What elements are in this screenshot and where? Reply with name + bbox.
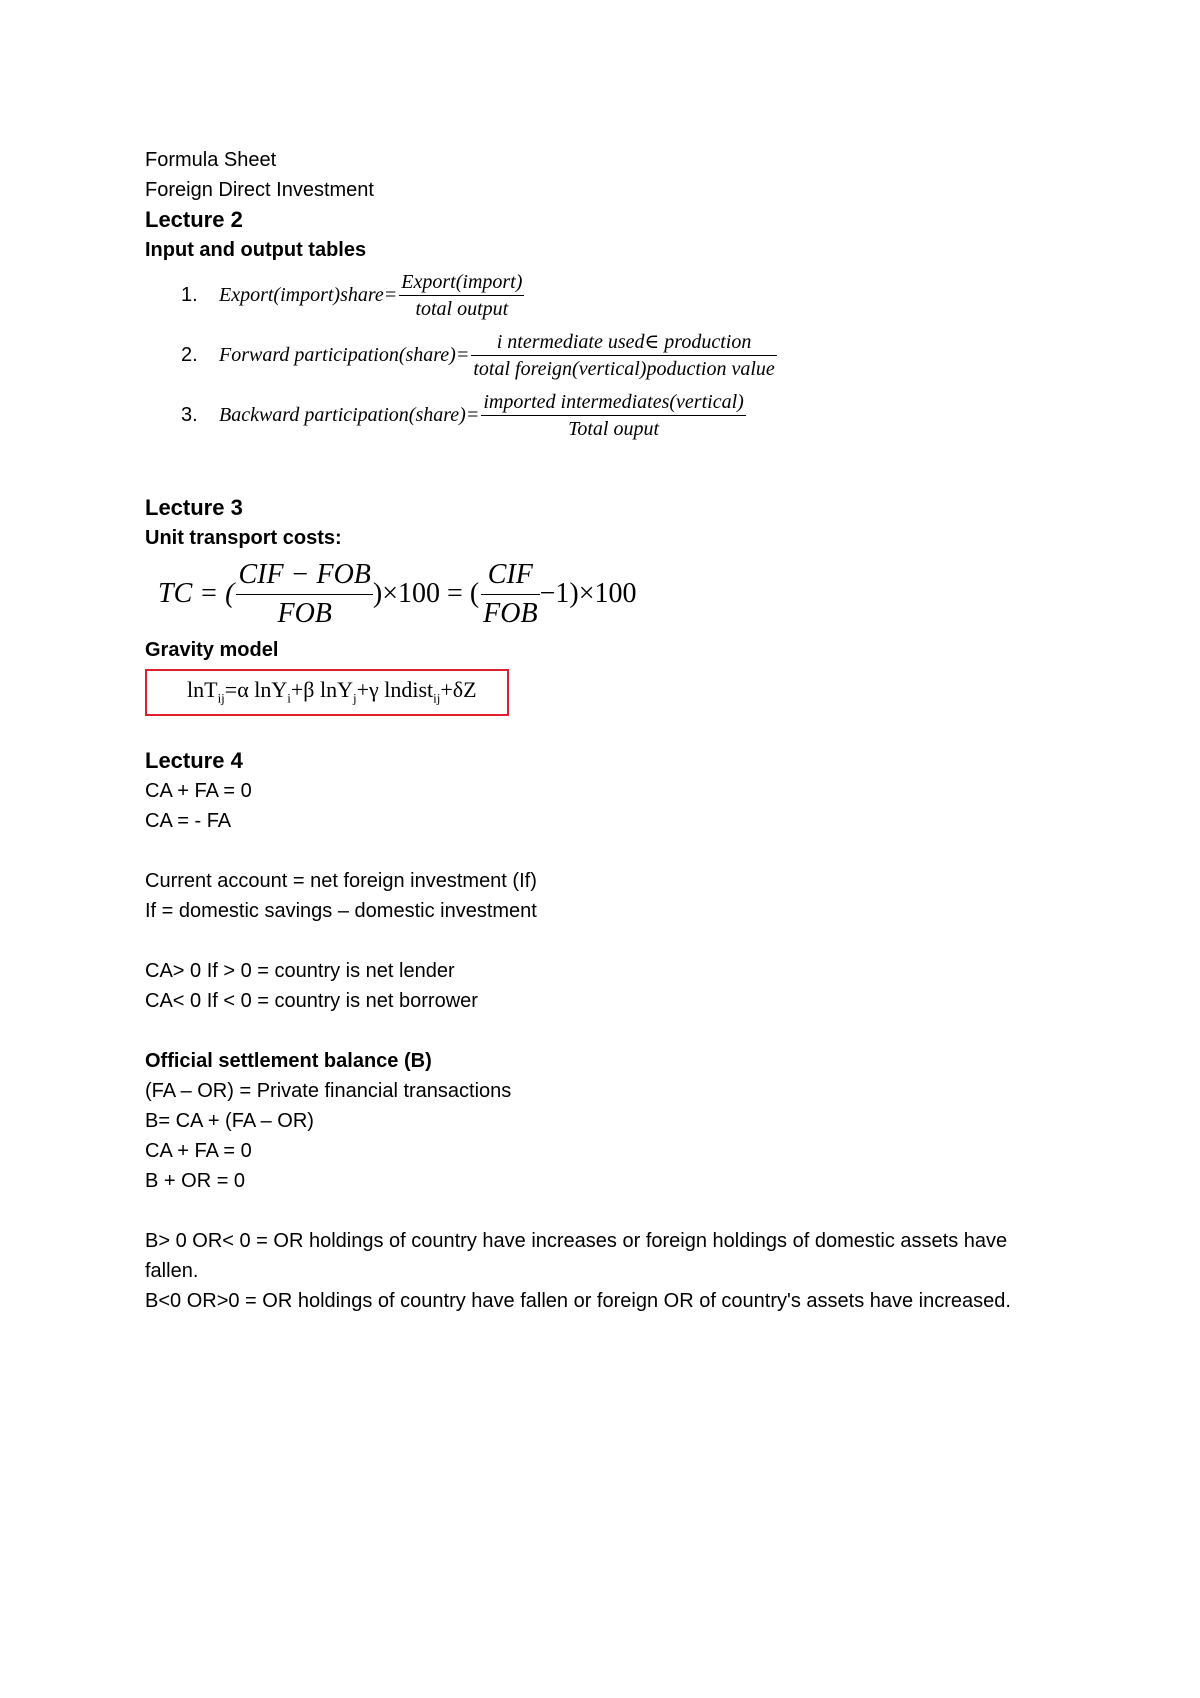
text-line: B= CA + (FA – OR) — [145, 1110, 314, 1133]
lecture-3-heading: Lecture 3 — [145, 495, 243, 520]
tc-tail: −1)×100 — [539, 578, 637, 609]
gravity-term: =α lnY — [224, 677, 288, 702]
formula-number: 1. — [181, 283, 198, 306]
formula-backward-participation — [145, 385, 1065, 445]
gravity-model-formula-box — [145, 669, 509, 716]
io-tables-heading: Input and output tables — [145, 239, 367, 261]
tc-middle: )×100 = ( — [372, 578, 480, 609]
formula-lhs: Backward participation(share)= — [219, 403, 480, 426]
lecture-4-heading: Lecture 4 — [145, 748, 243, 774]
gravity-term: +δZ — [440, 677, 477, 702]
text-line: CA = - FA — [145, 810, 232, 833]
fraction-denominator: total foreign(vertical)poduction value — [473, 357, 775, 380]
text-line: CA> 0 If > 0 = country is net lender — [145, 960, 455, 983]
transport-cost-formula — [158, 553, 1065, 635]
text-paragraph: B<0 OR>0 = OR holdings of country have fallen or foreign OR of country's assets have increased. — [145, 1290, 1011, 1313]
fraction-denominator: total output — [415, 297, 509, 320]
formula-number: 3. — [181, 403, 198, 426]
tc-lhs: TC = ( — [158, 578, 235, 609]
formula-number: 2. — [181, 343, 198, 366]
text-line: CA + FA = 0 — [145, 1140, 252, 1163]
formula-lhs: Forward participation(share)= — [219, 343, 470, 366]
fraction-numerator: CIF − FOB — [238, 558, 371, 590]
text-line: CA + FA = 0 — [145, 780, 252, 803]
transport-costs-label: Unit transport costs: — [145, 527, 342, 549]
formula-fraction — [481, 389, 746, 442]
fraction-numerator: CIF — [487, 558, 533, 590]
fraction-denominator: Total ouput — [568, 417, 660, 440]
text-line: Current account = net foreign investment (If) — [145, 870, 537, 893]
fraction-numerator: imported intermediates(vertical) — [483, 390, 744, 413]
doc-title: Formula Sheet — [145, 149, 277, 171]
tc-fraction-2 — [481, 556, 539, 633]
gravity-subscript: j — [352, 690, 357, 706]
doc-subtitle: Foreign Direct Investment — [145, 179, 374, 201]
text-paragraph: B> 0 OR< 0 = OR holdings of country have increases or foreign holdings of domestic assets have fallen. — [145, 1230, 1008, 1283]
formula-forward-participation — [145, 325, 1065, 385]
formula-fraction — [399, 269, 524, 322]
text-line: (FA – OR) = Private financial transactions — [145, 1080, 512, 1103]
document-page — [145, 145, 1065, 1316]
text-line: CA< 0 If < 0 = country is net borrower — [145, 990, 478, 1013]
gravity-term: +β lnY — [290, 677, 353, 702]
tc-fraction-1 — [236, 556, 372, 633]
formula-fraction — [471, 329, 776, 382]
gravity-subscript: ij — [433, 690, 441, 706]
settlement-balance-heading: Official settlement balance (B) — [145, 1050, 432, 1073]
gravity-term: lnT — [187, 677, 218, 702]
fraction-denominator: FOB — [483, 597, 538, 629]
text-line: B + OR = 0 — [145, 1170, 246, 1193]
gravity-subscript: i — [287, 690, 291, 706]
fraction-numerator: i ntermediate used∈ production — [496, 330, 752, 353]
gravity-subscript: ij — [217, 690, 225, 706]
gravity-term: +γ lndist — [356, 677, 434, 702]
formula-lhs: Export(import)share= — [219, 283, 398, 306]
fraction-numerator: Export(import) — [401, 270, 523, 293]
formula-export-share — [145, 265, 1065, 325]
lecture-2-heading: Lecture 2 — [145, 207, 243, 232]
text-line: If = domestic savings – domestic investment — [145, 900, 537, 923]
fraction-denominator: FOB — [277, 597, 332, 629]
gravity-model-label: Gravity model — [145, 639, 279, 661]
